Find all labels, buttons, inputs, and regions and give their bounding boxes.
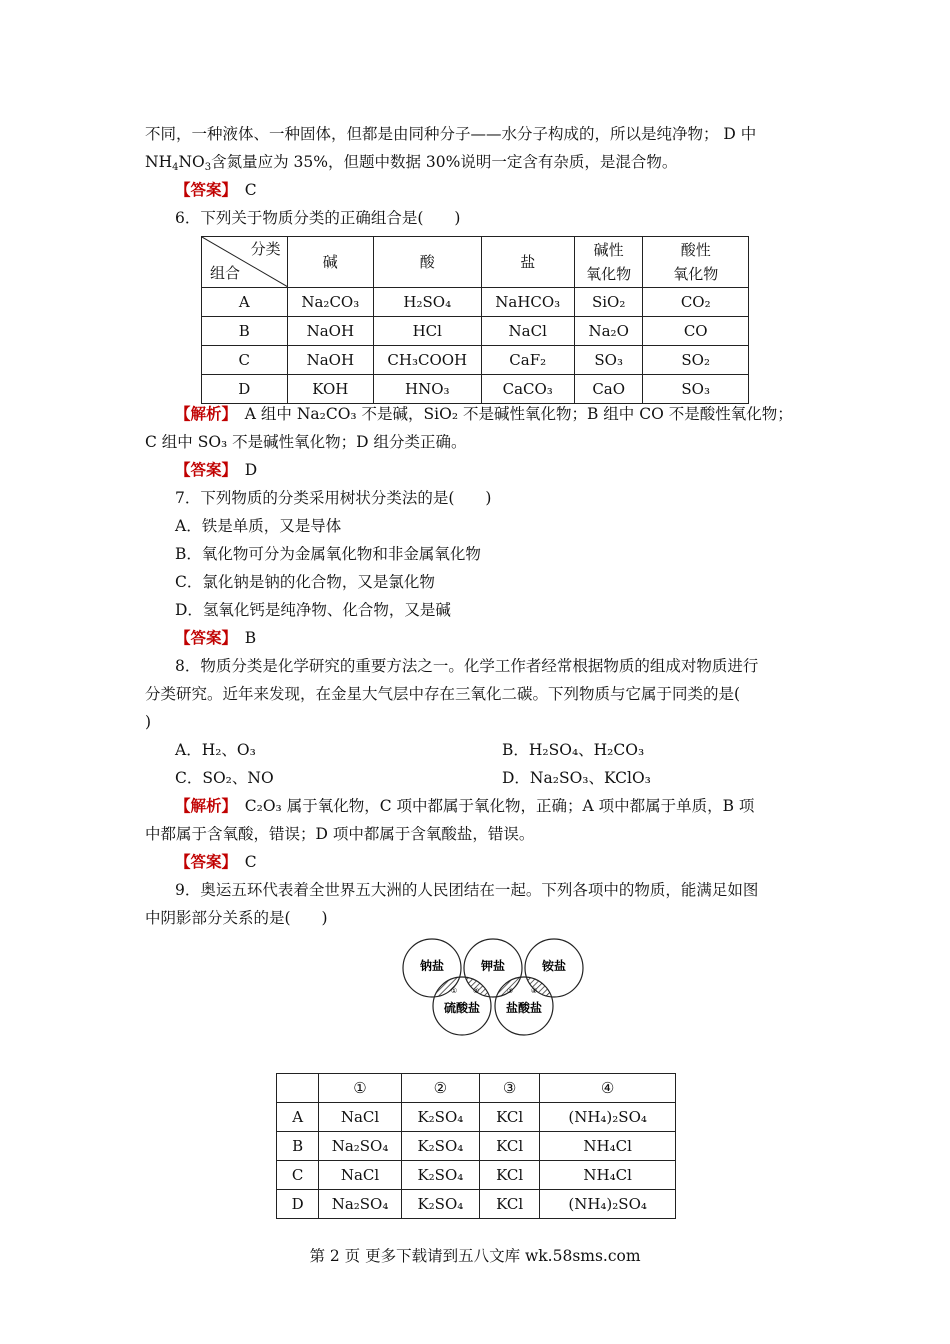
- venn-mark-2: ②: [472, 987, 480, 995]
- venn-label-sulfate: 硫酸盐: [443, 1001, 481, 1015]
- venn-mark-1: ①: [450, 987, 458, 995]
- q9-options-table: [276, 1073, 676, 1219]
- q8-answer: 【答案】 C: [175, 852, 257, 871]
- analysis-label: 【解析】: [175, 404, 230, 423]
- q6-analysis-line-1: 【解析】 A 组中 Na₂CO₃ 不是碱，SiO₂ 不是碱性氧化物；B 组中 CO 不是酸性氧化物；: [175, 404, 793, 423]
- venn-label-sodium: 钠盐: [419, 959, 445, 973]
- header-base: 碱: [287, 237, 373, 288]
- q8-analysis-line-1: 【解析】 C₂O₃ 属于氧化物，C 项中都属于氧化物，正确；A 项中都属于单质，B 项: [175, 796, 755, 815]
- analysis-continuation-line-2: $NH_4NO_3$含氮量应为 35%，但题中数据 30%说明一定含有杂质，是混合物。: [145, 153, 678, 173]
- q6-answer: 【答案】 D: [175, 460, 258, 479]
- q7-option-d: D．氢氧化钙是纯净物、化合物，又是碱: [175, 601, 451, 619]
- q8-option-d: D．Na₂SO₃、KClO₃: [502, 769, 651, 787]
- table-row: A Na₂CO₃ H₂SO₄ NaHCO₃ SiO₂ CO₂: [202, 288, 749, 317]
- header-acidic-oxide: 酸性 氧化物: [643, 237, 749, 288]
- venn-label-chloride: 盐酸盐: [505, 1001, 543, 1015]
- table-row: C NaOH CH₃COOH CaF₂ SO₃ SO₂: [202, 346, 749, 375]
- table-row: C NaCl K₂SO₄ KCl NH₄Cl: [277, 1161, 676, 1190]
- venn-label-ammonium: 铵盐: [541, 959, 567, 973]
- q6-stem: 6．下列关于物质分类的正确组合是( ): [175, 209, 461, 227]
- q5-answer: 【答案】 C: [175, 180, 257, 199]
- q8-analysis-line-2: 中都属于含氧酸，错误；D 项中都属于含氧酸盐，错误。: [145, 825, 535, 843]
- analysis-label: 【解析】: [175, 796, 230, 815]
- venn-mark-3: ③: [506, 987, 514, 995]
- q8-option-c: C．SO₂、NO: [175, 769, 274, 787]
- table-row: A NaCl K₂SO₄ KCl (NH₄)₂SO₄: [277, 1103, 676, 1132]
- table-row: D KOH HNO₃ CaCO₃ CaO SO₃: [202, 375, 749, 404]
- q8-stem-line-2: 分类研究。近年来发现，在金星大气层中存在三氧化二碳。下列物质与它属于同类的是(: [145, 685, 741, 703]
- venn-mark-4: ④: [530, 987, 538, 995]
- venn-label-potassium: 钾盐: [480, 959, 506, 973]
- q7-option-c: C．氯化钠是钠的化合物，又是氯化物: [175, 573, 435, 591]
- answer-label: 【答案】: [175, 628, 230, 647]
- table-header-diagonal: 分类 组合: [202, 237, 288, 288]
- answer-label: 【答案】: [175, 460, 230, 479]
- q7-option-b: B．氧化物可分为金属氧化物和非金属氧化物: [175, 545, 481, 563]
- table-row: B NaOH HCl NaCl Na₂O CO: [202, 317, 749, 346]
- q7-stem: 7．下列物质的分类采用树状分类法的是( ): [175, 489, 492, 507]
- q8-stem-line-1: 8．物质分类是化学研究的重要方法之一。化学工作者经常根据物质的组成对物质进行: [175, 657, 759, 675]
- answer-label: 【答案】: [175, 852, 230, 871]
- venn-rings-diagram: [400, 938, 586, 1040]
- answer-label: 【答案】: [175, 180, 230, 199]
- analysis-continuation-line-1: 不同，一种液体、一种固体，但都是由同种分子——水分子构成的，所以是纯净物； D 中: [145, 125, 757, 143]
- q6-classification-table: [201, 236, 749, 404]
- q7-option-a: A．铁是单质，又是导体: [175, 517, 342, 535]
- header-acid: 酸: [374, 237, 481, 288]
- table-header-row: ① ② ③ ④: [277, 1074, 676, 1103]
- table-row: D Na₂SO₄ K₂SO₄ KCl (NH₄)₂SO₄: [277, 1190, 676, 1219]
- q8-option-a: A．H₂、O₃: [175, 741, 256, 759]
- table-row: B Na₂SO₄ K₂SO₄ KCl NH₄Cl: [277, 1132, 676, 1161]
- q9-stem-line-1: 9．奥运五环代表着全世界五大洲的人民团结在一起。下列各项中的物质，能满足如图: [175, 881, 759, 899]
- header-basic-oxide: 碱性 氧化物: [574, 237, 642, 288]
- q6-analysis-line-2: C 组中 SO₃ 不是碱性氧化物；D 组分类正确。: [145, 433, 467, 451]
- q7-answer: 【答案】 B: [175, 628, 257, 647]
- q8-stem-line-3: ): [145, 713, 152, 731]
- header-salt: 盐: [481, 237, 574, 288]
- q8-option-b: B．H₂SO₄、H₂CO₃: [502, 741, 645, 759]
- page-footer: 第 2 页 更多下载请到五八文库 wk.58sms.com: [309, 1247, 641, 1265]
- q9-stem-line-2: 中阴影部分关系的是( ): [145, 909, 328, 927]
